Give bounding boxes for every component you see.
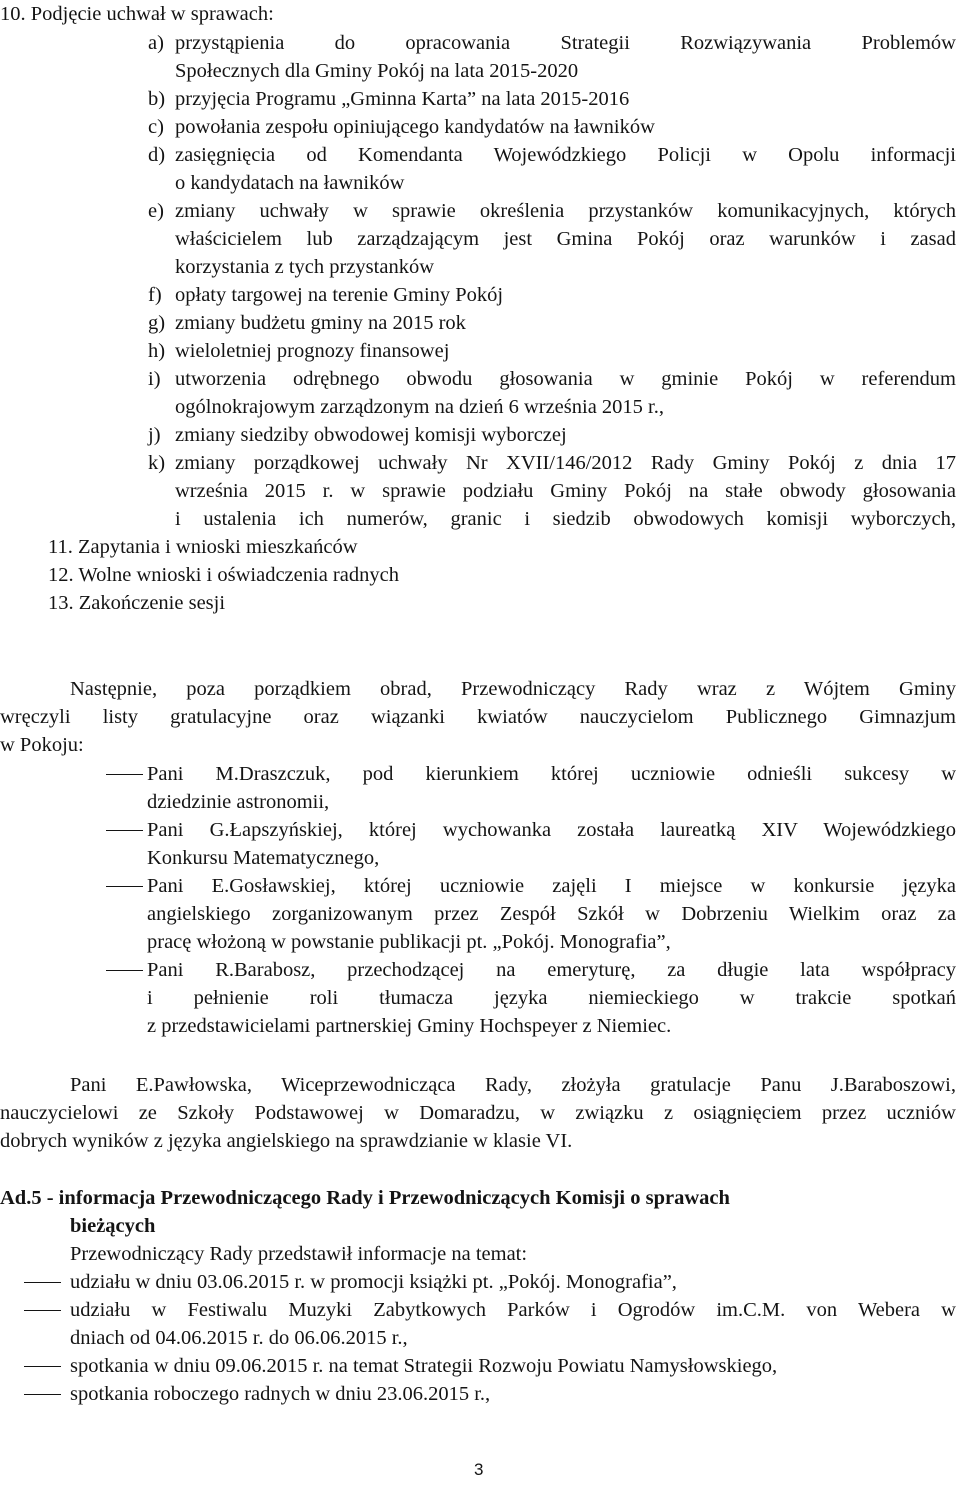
congrats-intro-text: Następnie, poza porządkiem obrad, Przewodniczący Rady wraz z Wójtem Gminy — [70, 678, 956, 700]
agenda-subitem-marker: h) — [148, 340, 166, 362]
agenda-subitem-marker: c) — [148, 116, 164, 138]
agenda-subitem-k-text-cont: i ustalenia ich numerów, granic i siedzib obwodowych komisji wyborczych, — [175, 508, 956, 530]
agenda-item-13: 13. Zakończenie sesji — [48, 592, 226, 614]
agenda-subitem-c-text: powołania zespołu opiniującego kandydatów na ławników — [175, 116, 655, 138]
dash-bullet-icon — [106, 886, 143, 887]
pawlowska-text-cont: dobrych wyników z języka angielskiego na sprawdzianie w klasie VI. — [0, 1130, 573, 1152]
agenda-subitem-a-text-cont: Społecznych dla Gminy Pokój na lata 2015-2020 — [175, 60, 579, 82]
dash-bullet-icon — [24, 1394, 61, 1395]
congrats-list-item-text-cont: Konkursu Matematycznego, — [147, 847, 380, 869]
agenda-subitem-d-text-cont: o kandydatach na ławników — [175, 172, 405, 194]
agenda-subitem-marker: i) — [148, 368, 161, 390]
ad5-list-item-text-cont: dniach od 04.06.2015 r. do 06.06.2015 r., — [70, 1327, 408, 1349]
dash-bullet-icon — [106, 970, 143, 971]
agenda-subitem-marker: f) — [148, 284, 162, 306]
dash-bullet-icon — [24, 1366, 61, 1367]
congrats-list-item-text: Pani M.Draszczuk, pod kierunkiem której uczniowie odnieśli sukcesy w — [147, 763, 956, 785]
congrats-list-item-text-cont: z przedstawicielami partnerskiej Gminy Hochspeyer z Niemiec. — [147, 1015, 672, 1037]
ad5-list-item-text: udziału w dniu 03.06.2015 r. w promocji książki pt. „Pokój. Monografia”, — [70, 1271, 677, 1293]
ad5-intro: Przewodniczący Rady przedstawił informacje na temat: — [70, 1243, 528, 1265]
agenda-item-11: 11. Zapytania i wnioski mieszkańców — [48, 536, 358, 558]
congrats-list-item-text-cont: dziedzinie astronomii, — [147, 791, 330, 813]
dash-bullet-icon — [106, 830, 143, 831]
congrats-list-item-text-cont: pracę włożoną w powstanie publikacji pt. „Pokój. Monografia”, — [147, 931, 671, 953]
agenda-subitem-marker: g) — [148, 312, 166, 334]
agenda-subitem-e-text-cont: korzystania z tych przystanków — [175, 256, 435, 278]
agenda-subitem-e-text: zmiany uchwały w sprawie określenia przystanków komunikacyjnych, których — [175, 200, 956, 222]
agenda-subitem-d-text: zasięgnięcia od Komendanta Wojewódzkiego Policji w Opolu informacji — [175, 144, 956, 166]
ad5-list-item-text: spotkania roboczego radnych w dniu 23.06.2015 r., — [70, 1383, 491, 1405]
congrats-list-item-text: Pani E.Gosławskiej, której uczniowie zajęli I miejsce w konkursie języka — [147, 875, 956, 897]
congrats-list-item-text-cont: i pełnienie roli tłumacza języka niemieckiego w trakcie spotkań — [147, 987, 956, 1009]
agenda-subitem-e-text-cont: właścicielem lub zarządzającym jest Gmina Pokój oraz warunków i zasad — [175, 228, 956, 250]
agenda-subitem-marker: k) — [148, 452, 166, 474]
agenda-subitem-k-text-cont: września 2015 r. w sprawie podziału Gminy Pokój na stałe obwody głosowania — [175, 480, 956, 502]
agenda-item-12: 12. Wolne wnioski i oświadczenia radnych — [48, 564, 399, 586]
ad5-heading: Ad.5 - informacja Przewodniczącego Rady i Przewodniczących Komisji o sprawach — [0, 1187, 730, 1209]
congrats-list-item-text: Pani G.Łapszyńskiej, której wychowanka została laureatką XIV Wojewódzkiego — [147, 819, 956, 841]
ad5-list-item-text: spotkania w dniu 09.06.2015 r. na temat Strategii Rozwoju Powiatu Namysłowskiego, — [70, 1355, 778, 1377]
agenda-subitem-marker: d) — [148, 144, 166, 166]
agenda-subitem-g-text: zmiany budżetu gminy na 2015 rok — [175, 312, 466, 334]
congrats-list-item-text-cont: angielskiego zorganizowanym przez Zespół Szkół w Dobrzeniu Wielkim oraz za — [147, 903, 956, 925]
dash-bullet-icon — [106, 774, 143, 775]
dash-bullet-icon — [24, 1310, 61, 1311]
agenda-subitem-j-text: zmiany siedziby obwodowej komisji wyborczej — [175, 424, 567, 446]
agenda-item-10-heading: 10. Podjęcie uchwał w sprawach: — [0, 3, 274, 25]
ad5-list-item-text: udziału w Festiwalu Muzyki Zabytkowych Parków i Ogrodów im.C.M. von Webera w — [70, 1299, 956, 1321]
pawlowska-text-cont: nauczycielowi ze Szkoły Podstawowej w Domaradzu, w związku z osiągnięciem przez uczniów — [0, 1102, 956, 1124]
agenda-subitem-i-text-cont: ogólnokrajowym zarządzonym na dzień 6 września 2015 r., — [175, 396, 664, 418]
agenda-subitem-marker: e) — [148, 200, 164, 222]
agenda-subitem-h-text: wieloletniej prognozy finansowej — [175, 340, 450, 362]
agenda-subitem-marker: a) — [148, 32, 164, 54]
agenda-subitem-k-text: zmiany porządkowej uchwały Nr XVII/146/2012 Rady Gminy Pokój z dnia 17 — [175, 452, 956, 474]
congrats-list-item-text: Pani R.Barabosz, przechodzącej na emeryturę, za długie lata współpracy — [147, 959, 956, 981]
agenda-subitem-marker: j) — [148, 424, 161, 446]
dash-bullet-icon — [24, 1282, 61, 1283]
congrats-intro-text-cont: wręczyli listy gratulacyjne oraz wiązanki kwiatów nauczycielom Publicznego Gimnazjum — [0, 706, 956, 728]
page-number: 3 — [474, 1460, 484, 1479]
ad5-heading-cont: bieżących — [70, 1215, 156, 1237]
agenda-subitem-f-text: opłaty targowej na terenie Gminy Pokój — [175, 284, 504, 306]
congrats-intro-text-cont: w Pokoju: — [0, 734, 84, 756]
pawlowska-text: Pani E.Pawłowska, Wiceprzewodnicząca Rady, złożyła gratulacje Panu J.Baraboszowi, — [70, 1074, 956, 1096]
agenda-subitem-a-text: przystąpienia do opracowania Strategii Rozwiązywania Problemów — [175, 32, 956, 54]
agenda-subitem-i-text: utworzenia odrębnego obwodu głosowania w gminie Pokój w referendum — [175, 368, 956, 390]
agenda-subitem-marker: b) — [148, 88, 166, 110]
agenda-subitem-b-text: przyjęcia Programu „Gminna Karta” na lata 2015-2016 — [175, 88, 630, 110]
